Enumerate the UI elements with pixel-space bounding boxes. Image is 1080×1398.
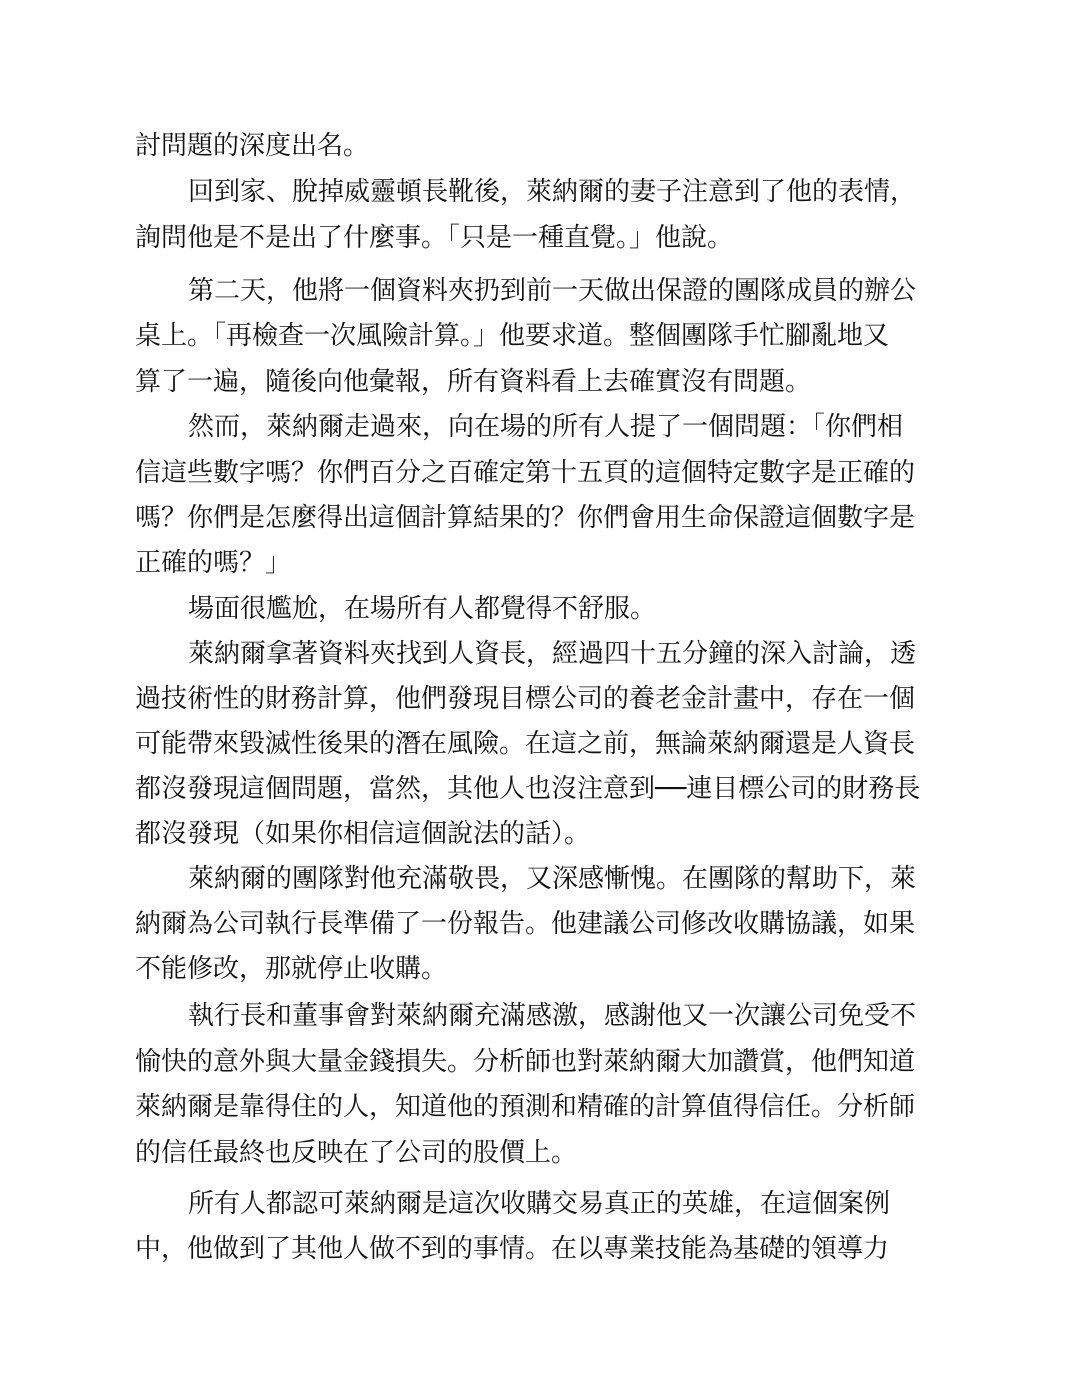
text-line: 信這些數字嗎？你們百分之百確定第十五頁的這個特定數字是正確的: [135, 458, 916, 488]
text-line: 討問題的深度出名。: [135, 131, 370, 161]
text-line: 然而，萊納爾走過來，向在場的所有人提了一個問題：「你們相: [188, 412, 904, 442]
text-line: 萊納爾是靠得住的人，知道他的預測和精確的計算值得信任。分析師: [135, 1092, 916, 1122]
text-line: 正確的嗎？」: [135, 548, 292, 578]
text-line: 萊納爾的團隊對他充滿敬畏，又深感慚愧。在團隊的幫助下，萊: [188, 864, 917, 894]
text-line: 中，他做到了其他人做不到的事情。在以專業技能為基礎的領導力: [135, 1234, 890, 1264]
text-line: 嗎？你們是怎麼得出這個計算結果的？你們會用生命保證這個數字是: [135, 503, 916, 533]
text-line: 回到家、脫掉威靈頓長靴後，萊納爾的妻子注意到了他的表情，: [188, 177, 917, 207]
text-line: 都沒發現（如果你相信這個說法的話）。: [135, 819, 591, 849]
text-line: 萊納爾拿著資料夾找到人資長，經過四十五分鐘的深入討論，透: [188, 639, 917, 669]
text-line: 納爾為公司執行長準備了一份報告。他建議公司修改收購協議，如果: [135, 909, 916, 939]
text-line: 第二天，他將一個資料夾扔到前一天做出保證的團隊成員的辦公: [188, 276, 917, 306]
text-line: 場面很尷尬，在場所有人都覺得不舒服。: [188, 594, 657, 624]
text-line: 算了一遍，隨後向他彙報，所有資料看上去確實沒有問題。: [135, 367, 812, 397]
text-line: 的信任最終也反映在了公司的股價上。: [135, 1138, 578, 1168]
text-line: 愉快的意外與大量金錢損失。分析師也對萊納爾大加讚賞，他們知道: [135, 1047, 916, 1077]
text-line: 所有人都認可萊納爾是這次收購交易真正的英雄，在這個案例: [188, 1189, 891, 1219]
text-line: 都沒發現這個問題，當然，其他人也沒注意到──連目標公司的財務長: [135, 774, 921, 804]
text-line: 桌上。「再檢查一次風險計算。」他要求道。整個團隊手忙腳亂地又: [135, 321, 890, 351]
text-line: 可能帶來毀滅性後果的潛在風險。在這之前，無論萊納爾還是人資長: [135, 729, 916, 759]
text-line: 不能修改，那就停止收購。: [135, 954, 448, 984]
text-line: 詢問他是不是出了什麼事。「只是一種直覺。」他說。: [135, 223, 734, 253]
text-line: 執行長和董事會對萊納爾充滿感激，感謝他又一次讓公司免受不: [188, 1001, 917, 1031]
text-line: 過技術性的財務計算，他們發現目標公司的養老金計畫中，存在一個: [135, 684, 916, 714]
